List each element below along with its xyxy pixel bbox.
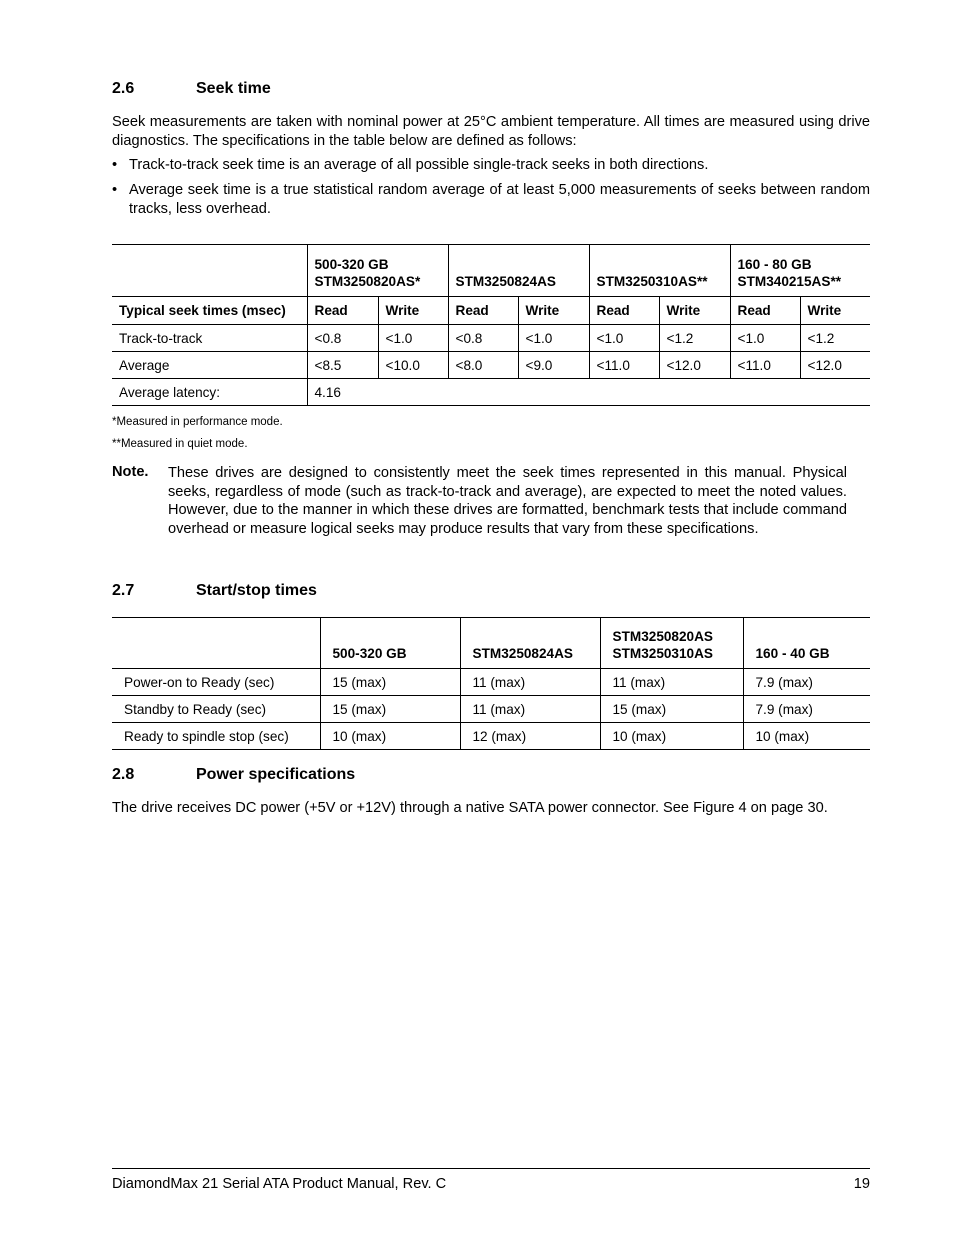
table-cell: 11 (max)	[600, 669, 743, 696]
table-cell: <11.0	[730, 352, 800, 379]
column-group-header	[589, 245, 730, 297]
table-row	[112, 669, 870, 696]
footer-divider	[112, 1168, 870, 1169]
bullet-dot: •	[112, 182, 118, 198]
start-stop-table	[112, 617, 870, 750]
table-cell: 4.16	[307, 379, 870, 406]
table-cell: <1.0	[518, 325, 589, 352]
note-label: Note.	[112, 464, 149, 480]
table-cell: <1.2	[659, 325, 730, 352]
table-cell: 15 (max)	[600, 696, 743, 723]
column-header: STM3250824AS	[460, 618, 600, 669]
empty-header-cell	[112, 245, 307, 297]
table-cell: <0.8	[307, 325, 378, 352]
table-cell: <12.0	[659, 352, 730, 379]
table-row	[112, 723, 870, 750]
row-label: Power-on to Ready (sec)	[124, 674, 275, 690]
header-line: STM3250310AS**	[596, 274, 708, 289]
note-text: These drives are designed to consistently meet the seek times represented in this manual. Physical seeks, regardless of mode (such as track-to-track and average), are expected to meet the noted values. However, due to the manner in which these drives are formatted, benchmark tests that include command overhead or measure logical seeks may produce results that vary from these specifications.	[168, 465, 847, 537]
header-line: STM3250824AS	[455, 274, 556, 289]
read-header: Read	[730, 297, 800, 325]
table-cell: 10 (max)	[600, 723, 743, 750]
row-label: Ready to spindle stop (sec)	[124, 728, 289, 744]
table-cell: <9.0	[518, 352, 589, 379]
table-cell: 11 (max)	[460, 696, 600, 723]
column-group-header	[730, 245, 870, 297]
page-number: 19	[853, 1176, 870, 1192]
row-label: Standby to Ready (sec)	[124, 701, 267, 717]
section-title: Power specifications	[196, 766, 356, 783]
table-cell: <8.0	[448, 352, 518, 379]
bullet-item	[112, 181, 870, 221]
power-paragraph: The drive receives DC power (+5V or +12V) through a native SATA power connector. See Figure 4 on page 30.	[112, 800, 828, 816]
header-line: 160 - 80 GB	[737, 257, 812, 272]
table-cell: 12 (max)	[460, 723, 600, 750]
seek-intro-paragraph: Seek measurements are taken with nominal power at 25°C ambient temperature. All times are measured using drive diagnostics. The specifications in the table below are defined as follows:	[112, 114, 870, 149]
column-header: 160 - 40 GB	[743, 618, 870, 669]
table-cell: 15 (max)	[320, 696, 460, 723]
table-header-row	[112, 245, 870, 297]
section-number: 2.8	[112, 766, 135, 783]
empty-header-cell	[112, 618, 320, 669]
write-header: Write	[800, 297, 870, 325]
row-label: Track-to-track	[119, 330, 203, 346]
table-header-row	[112, 618, 870, 669]
header-line: STM3250820AS*	[314, 274, 421, 289]
section-heading-power	[112, 766, 355, 784]
row-label: Average latency:	[119, 384, 221, 400]
table-cell: <8.5	[307, 352, 378, 379]
column-group-header	[448, 245, 589, 297]
table-cell: 10 (max)	[320, 723, 460, 750]
table-cell: <1.0	[730, 325, 800, 352]
table-cell: 7.9 (max)	[743, 696, 870, 723]
table-cell: 11 (max)	[460, 669, 600, 696]
table-row	[112, 325, 870, 352]
section-title: Start/stop times	[196, 582, 317, 599]
write-header: Write	[518, 297, 589, 325]
section-number: 2.7	[112, 582, 135, 599]
table-cell: <12.0	[800, 352, 870, 379]
section-number: 2.6	[112, 80, 135, 97]
footnote: *Measured in performance mode.	[112, 416, 283, 428]
table-cell: <1.0	[589, 325, 659, 352]
bullet-item	[112, 156, 870, 176]
column-group-header	[307, 245, 448, 297]
table-cell: 10 (max)	[743, 723, 870, 750]
row-label: Average	[119, 357, 170, 373]
table-subheader-row	[112, 297, 870, 325]
table-cell: <10.0	[378, 352, 448, 379]
table-cell: <11.0	[589, 352, 659, 379]
table-cell: <1.0	[378, 325, 448, 352]
table-cell: <1.2	[800, 325, 870, 352]
row-header-cell: Typical seek times (msec)	[119, 303, 286, 318]
footnote: **Measured in quiet mode.	[112, 438, 248, 450]
section-heading-start-stop	[112, 582, 317, 600]
column-header	[600, 618, 743, 669]
read-header: Read	[589, 297, 659, 325]
seek-time-table	[112, 244, 870, 406]
bullet-dot: •	[112, 157, 118, 173]
write-header: Write	[659, 297, 730, 325]
write-header: Write	[378, 297, 448, 325]
table-row	[112, 379, 870, 406]
table-row	[112, 352, 870, 379]
section-heading-seek-time	[112, 80, 271, 98]
read-header: Read	[448, 297, 518, 325]
table-cell: <0.8	[448, 325, 518, 352]
header-line: STM340215AS**	[737, 274, 842, 289]
table-row	[112, 696, 870, 723]
bullet-text: Track-to-track seek time is an average of all possible single-track seeks in both directions.	[129, 157, 709, 173]
bullet-text: Average seek time is a true statistical random average of at least 5,000 measurements of seeks between random tracks, less overhead.	[129, 182, 870, 217]
section-title: Seek time	[196, 80, 271, 97]
manual-page	[112, 0, 870, 1235]
table-cell: 15 (max)	[320, 669, 460, 696]
table-cell: 7.9 (max)	[743, 669, 870, 696]
column-header: 500-320 GB	[320, 618, 460, 669]
header-line: STM3250820AS	[612, 629, 713, 644]
footer-title: DiamondMax 21 Serial ATA Product Manual, Rev. C	[112, 1176, 447, 1192]
header-line: 500-320 GB	[314, 257, 389, 272]
read-header: Read	[307, 297, 378, 325]
header-line: STM3250310AS	[612, 646, 713, 661]
